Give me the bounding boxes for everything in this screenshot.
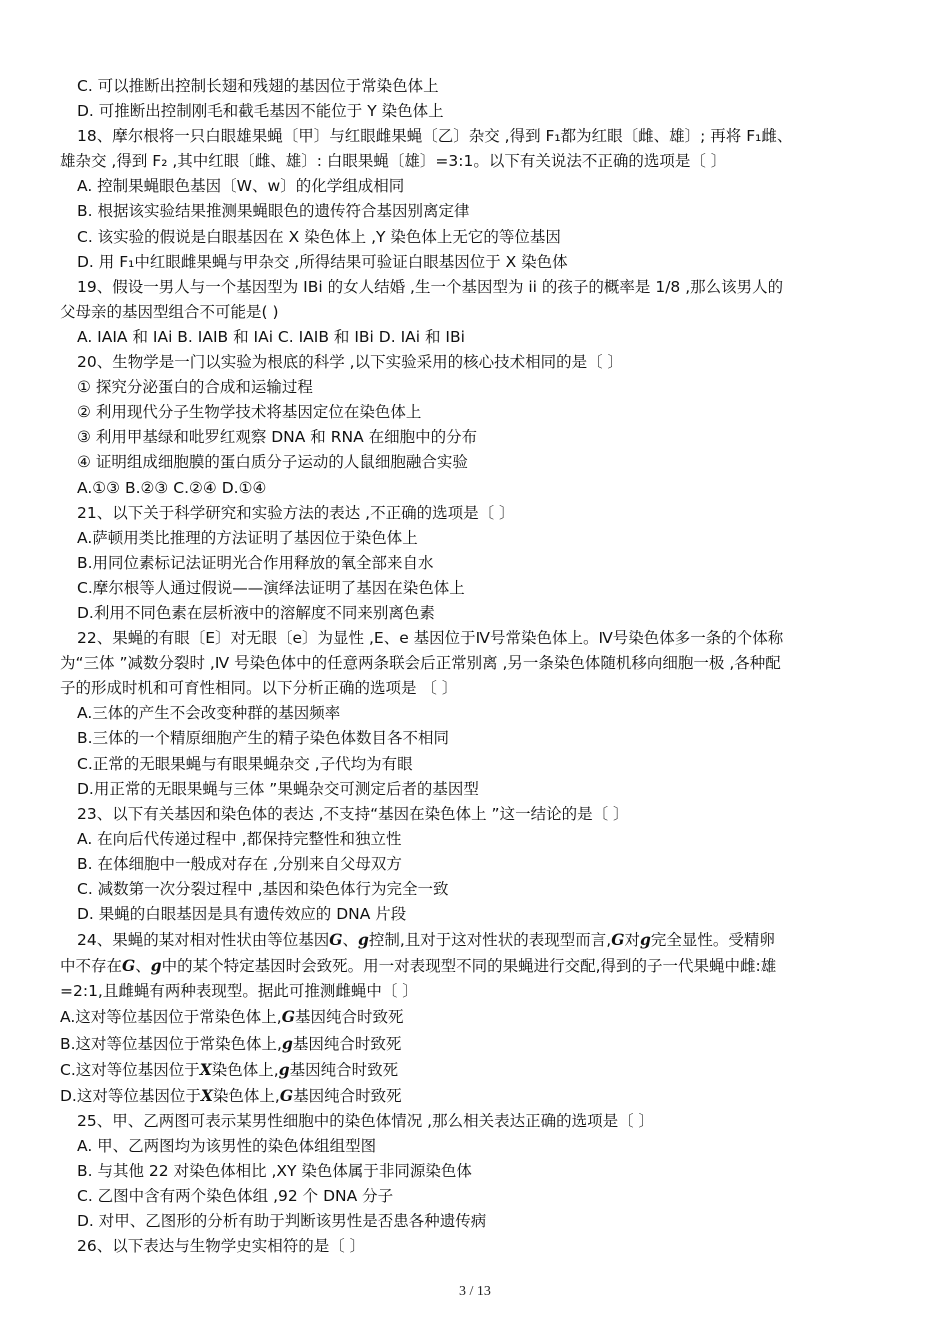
question-24 xyxy=(60,927,890,1109)
text-line: B.三体的一个精原细胞产生的精子染色体数目各不相同 xyxy=(77,729,450,748)
text-line: D. 用 F₁中红眼雌果蝇与甲杂交 ,所得结果可验证白眼基因位于 X 染色体 xyxy=(77,252,568,271)
text-line: 18、摩尔根将一只白眼雄果蝇〔甲〕与红眼雌果蝇〔乙〕杂交 ,得到 F₁都为红眼〔雌、雄〕; 再将 F₁雌、 xyxy=(77,127,793,146)
math-symbol-X: X xyxy=(199,1059,212,1079)
text-line: 父母亲的基因型组合不可能是( ) xyxy=(60,302,279,321)
page-number: 3 / 13 xyxy=(459,1284,491,1299)
math-symbol-G: G xyxy=(329,930,343,950)
math-symbol-g: g xyxy=(278,1059,290,1079)
math-symbol-g: g xyxy=(639,930,651,950)
text-line: 26、以下表达与生物学史实相符的是〔 〕 xyxy=(77,1237,366,1256)
text-line: D. 对甲、乙图形的分析有助于判断该男性是否患各种遗传病 xyxy=(77,1212,487,1231)
text-line: A. 甲、乙两图均为该男性的染色体组组型图 xyxy=(77,1136,377,1155)
text-line: C. 减数第一次分裂过程中 ,基因和染色体行为完全一致 xyxy=(77,880,449,898)
text-line: C. 可以推断出控制长翅和残翅的基因位于常染色体上 xyxy=(77,77,439,95)
math-symbol-g: g xyxy=(358,930,369,950)
question-24-stem-line-1: 24、果蝇的某对相对性状由等位基因G、g控制,且对于这对性状的表现型而言,G对g完全显性。受精卵 xyxy=(77,930,775,950)
text-line: ③ 利用甲基绿和吡罗红观察 DNA 和 RNA 在细胞中的分布 xyxy=(77,428,478,447)
question-24-option-a: A.这对等位基因位于常染色体上,G基因纯合时致死 xyxy=(60,1007,404,1027)
math-symbol-g: g xyxy=(150,956,162,976)
text-line: A. 控制果蝇眼色基因〔W、w〕的化学组成相同 xyxy=(77,177,405,196)
math-symbol-g: g xyxy=(282,1033,293,1053)
text-line: C. 乙图中含有两个染色体组 ,92 个 DNA 分子 xyxy=(77,1187,394,1206)
text-line: C. 该实验的假说是白眼基因在 X 染色体上 ,Y 染色体上无它的等位基因 xyxy=(77,227,561,246)
text-line: D.用正常的无眼果蝇与三体 ”果蝇杂交可测定后者的基因型 xyxy=(77,779,479,798)
text-line: 19、假设一男人与一个基因型为 IBi 的女人结婚 ,生一个基因型为 ii 的孩子的概率是 1/8 ,那么该男人的 xyxy=(77,277,784,296)
text-line: B. 根据该实验结果推测果蝇眼色的遗传符合基因别离定律 xyxy=(77,202,470,221)
text-line: 23、以下有关基因和染色体的表达 ,不支持“基因在染色体上 ”这一结论的是〔 〕 xyxy=(77,804,629,823)
text-line: C.摩尔根等人通过假说——演绎法证明了基因在染色体上 xyxy=(77,578,465,597)
text-line: D. 果蝇的白眼基因是具有遗传效应的 DNA 片段 xyxy=(77,905,407,924)
text-line: 25、甲、乙两图可表示某男性细胞中的染色体情况 ,那么相关表达正确的选项是〔 〕 xyxy=(77,1111,655,1130)
math-symbol-G: G xyxy=(279,1085,294,1105)
text-line: 子的形成时机和可育性相同。以下分析正确的选项是 〔 〕 xyxy=(60,679,458,698)
question-24-option-c: C.这对等位基因位于X染色体上,g基因纯合时致死 xyxy=(60,1059,399,1079)
text-line: A.萨顿用类比推理的方法证明了基因位于染色体上 xyxy=(77,528,418,547)
text-line: 雄杂交 ,得到 F₂ ,其中红眼〔雌、雄〕: 白眼果蝇〔雄〕=3:1。以下有关说法不正确的选项是〔 〕 xyxy=(60,152,727,171)
text-line: ② 利用现代分子生物学技术将基因定位在染色体上 xyxy=(77,403,422,422)
question-24-option-d: D.这对等位基因位于X染色体上,G基因纯合时致死 xyxy=(60,1085,402,1105)
text-line: B.用同位素标记法证明光合作用释放的氧全部来自水 xyxy=(77,553,434,572)
question-24-option-b: B.这对等位基因位于常染色体上,g基因纯合时致死 xyxy=(60,1033,402,1053)
text-line: B. 与其他 22 对染色体相比 ,XY 染色体属于非同源染色体 xyxy=(77,1162,472,1181)
question-text-block-tail xyxy=(60,1109,890,1260)
text-line: B. 在体细胞中一般成对存在 ,分别来自父母双方 xyxy=(77,854,402,873)
text-line: ④ 证明组成细胞膜的蛋白质分子运动的人鼠细胞融合实验 xyxy=(77,453,468,472)
text-line: 20、生物学是一门以实验为根底的科学 ,以下实验采用的核心技术相同的是〔 〕 xyxy=(77,353,624,372)
math-symbol-G: G xyxy=(122,956,136,976)
text-line: A.三体的产生不会改变种群的基因频率 xyxy=(77,704,341,723)
text-line: ① 探究分泌蛋白的合成和运输过程 xyxy=(77,378,313,397)
question-text-block xyxy=(60,74,890,927)
math-symbol-G: G xyxy=(281,1007,295,1027)
text-line: 22、果蝇的有眼〔E〕对无眼〔e〕为显性 ,E、e 基因位于Ⅳ号常染色体上。Ⅳ号染色体多一条的个体称 xyxy=(77,629,784,648)
document-body xyxy=(60,74,890,1259)
text-line: 为“三体 ”减数分裂时 ,Ⅳ 号染色体中的任意两条联会后正常别离 ,另一条染色体随机移向细胞一极 ,各种配 xyxy=(60,654,781,673)
question-24-stem-line-2: 中不存在G、g中的某个特定基因时会致死。用一对表现型不同的果蝇进行交配,得到的子一代果蝇中雌:雄 xyxy=(60,956,777,976)
math-symbol-X: X xyxy=(200,1085,213,1105)
question-24-stem-line-3: =2:1,且雌蝇有两种表现型。据此可推测雌蝇中〔 〕 xyxy=(60,982,418,1001)
text-line: A. 在向后代传递过程中 ,都保持完整性和独立性 xyxy=(77,829,402,848)
text-line: A.①③ B.②③ C.②④ D.①④ xyxy=(77,478,267,497)
math-symbol-G: G xyxy=(611,930,625,950)
text-line: D.利用不同色素在层析液中的溶解度不同来别离色素 xyxy=(77,603,435,622)
text-line: C.正常的无眼果蝇与有眼果蝇杂交 ,子代均为有眼 xyxy=(77,754,413,773)
text-line: D. 可推断出控制刚毛和截毛基因不能位于 Y 染色体上 xyxy=(77,102,444,121)
text-line: 21、以下关于科学研究和实验方法的表达 ,不正确的选项是〔 〕 xyxy=(77,503,515,522)
text-line: A. IAIA 和 IAi B. IAIB 和 IAi C. IAIB 和 IBi D. IAi 和 IBi xyxy=(77,327,465,346)
